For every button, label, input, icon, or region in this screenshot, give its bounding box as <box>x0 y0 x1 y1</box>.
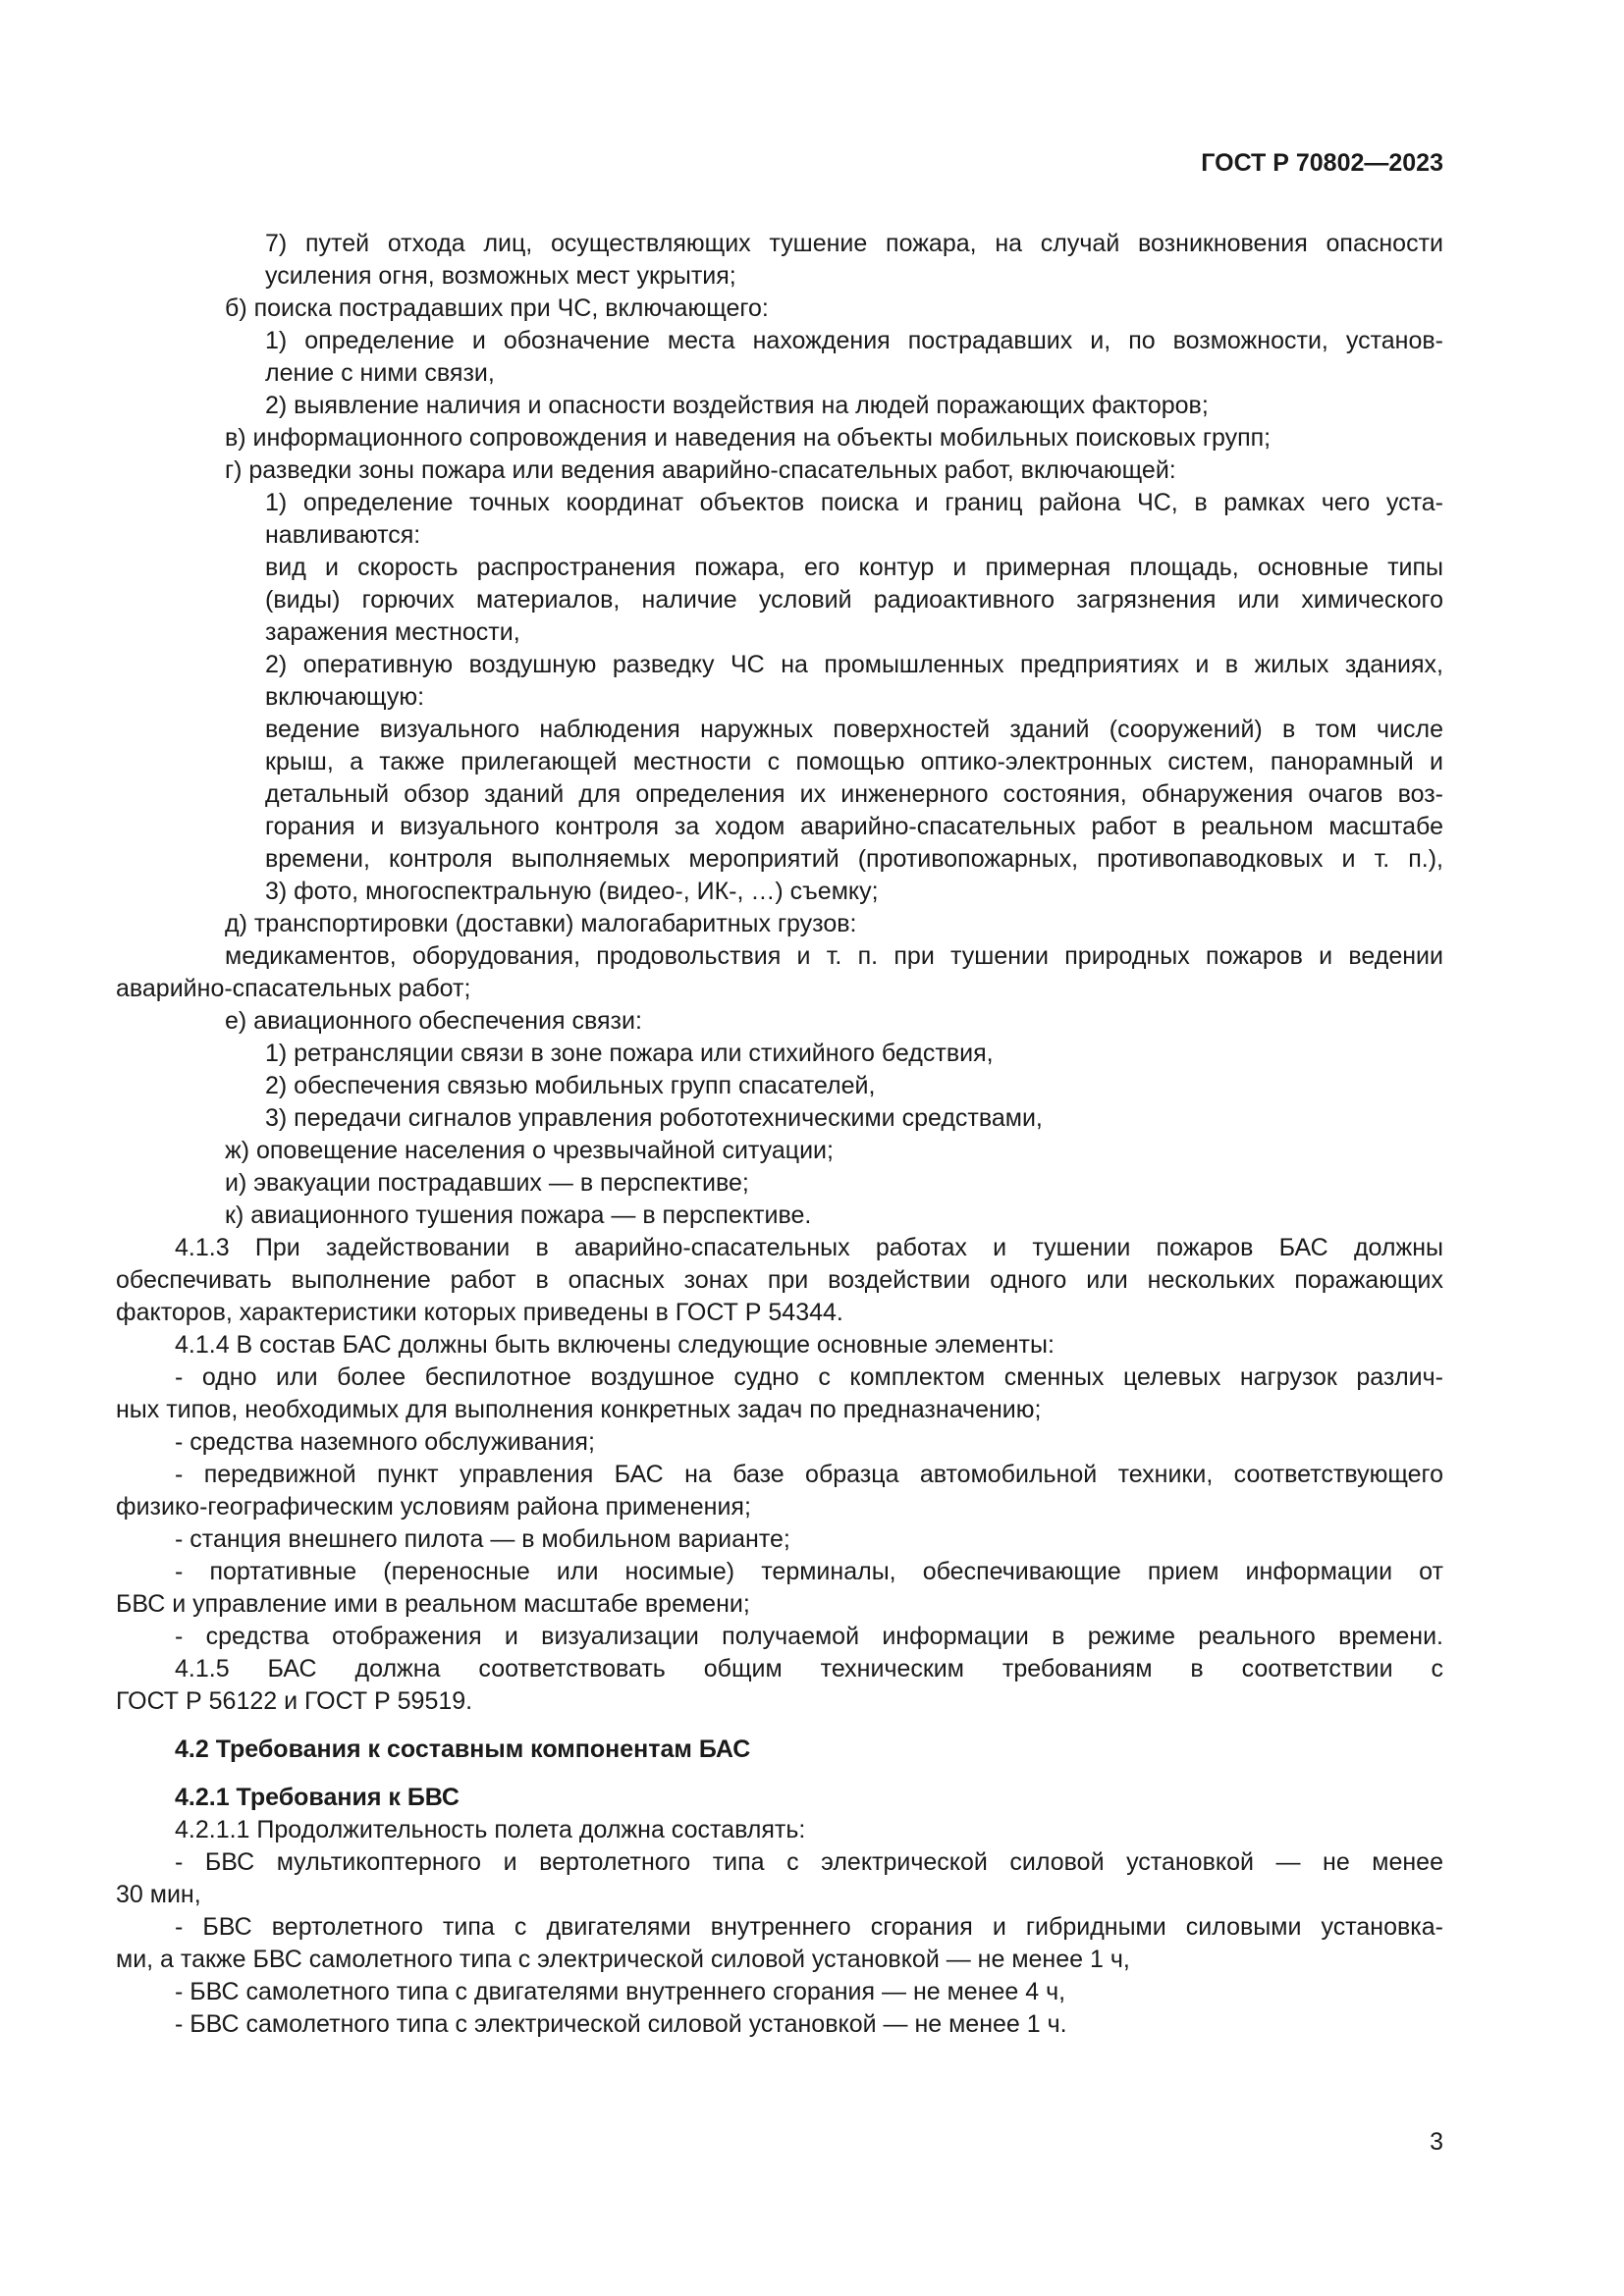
text-line: 1) определение и обозначение места нахождения пострадавших и, по возможности, установ- <box>265 327 1443 354</box>
text-line: физико-географическим условиям района применения; <box>116 1493 751 1521</box>
list-item: е) авиационного обеспечения связи: <box>225 1007 642 1035</box>
text-line: БВС и управление ими в реальном масштабе времени; <box>116 1590 750 1618</box>
bullet-item: - БВС вертолетного типа с двигателями внутреннего сгорания и гибридными силовыми установка- <box>175 1913 1443 1941</box>
clause-line: 4.2.1.1 Продолжительность полета должна составлять: <box>175 1816 806 1843</box>
clause-line: 4.1.3 При задействовании в аварийно-спасательных работах и тушении пожаров БАС должны <box>175 1234 1443 1261</box>
text-line: факторов, характеристики которых приведены в ГОСТ Р 54344. <box>116 1299 843 1326</box>
text-line: 30 мин, <box>116 1881 201 1908</box>
page-number: 3 <box>1430 2128 1443 2156</box>
bullet-item: - одно или более беспилотное воздушное судно с комплектом сменных целевых нагрузок различ- <box>175 1363 1443 1391</box>
text-line: ГОСТ Р 56122 и ГОСТ Р 59519. <box>116 1687 473 1715</box>
bullet-item: - БВС самолетного типа с электрической силовой установкой — не менее 1 ч. <box>175 2010 1067 2038</box>
list-item: и) эвакуации пострадавших — в перспективе; <box>225 1169 749 1197</box>
text-line: аварийно-спасательных работ; <box>116 975 471 1002</box>
bullet-item: - станция внешнего пилота — в мобильном варианте; <box>175 1525 790 1553</box>
text-line: 2) оперативную воздушную разведку ЧС на промышленных предприятиях и в жилых зданиях, <box>265 651 1443 678</box>
bullet-item: - БВС самолетного типа с двигателями внутреннего сгорания — не менее 4 ч, <box>175 1978 1066 2005</box>
bullet-item: - средства отображения и визуализации получаемой информации в режиме реального времени. <box>175 1623 1443 1650</box>
list-item: к) авиационного тушения пожара — в перспективе. <box>225 1201 812 1229</box>
text-line: навливаются: <box>265 521 421 549</box>
text-line: 3) фото, многоспектральную (видео-, ИК-, …) съемку; <box>265 878 879 905</box>
text-line: включающую: <box>265 683 425 711</box>
text-line: ление с ними связи, <box>265 359 495 387</box>
text-line: медикаментов, оборудования, продовольствия и т. п. при тушении природных пожаров и ведении <box>225 942 1443 970</box>
text-line: 1) ретрансляции связи в зоне пожара или стихийного бедствия, <box>265 1040 994 1067</box>
section-heading: 4.2 Требования к составным компонентам БАС <box>175 1735 751 1763</box>
list-item: г) разведки зоны пожара или ведения аварийно-спасательных работ, включающей: <box>225 456 1176 484</box>
text-line: обеспечивать выполнение работ в опасных зонах при воздействии одного или нескольких поражающих <box>116 1266 1443 1294</box>
text-line: детальный обзор зданий для определения их инженерного состояния, обнаружения очагов воз- <box>265 780 1443 808</box>
text-line: усиления огня, возможных мест укрытия; <box>265 262 736 290</box>
document-header: ГОСТ Р 70802—2023 <box>1201 149 1443 177</box>
bullet-item: - передвижной пункт управления БАС на базе образца автомобильной техники, соответствующего <box>175 1461 1443 1488</box>
text-line: вид и скорость распространения пожара, его контур и примерная площадь, основные типы <box>265 554 1443 581</box>
list-item: в) информационного сопровождения и наведения на объекты мобильных поисковых групп; <box>225 424 1272 452</box>
text-line: 7) путей отхода лиц, осуществляющих тушение пожара, на случай возникновения опасности <box>265 230 1443 257</box>
text-line: ных типов, необходимых для выполнения конкретных задач по предназначению; <box>116 1396 1042 1423</box>
bullet-item: - портативные (переносные или носимые) терминалы, обеспечивающие прием информации от <box>175 1558 1443 1585</box>
text-line: заражения местности, <box>265 618 520 646</box>
text-line: ведение визуального наблюдения наружных поверхностей зданий (сооружений) в том числе <box>265 716 1443 743</box>
text-line: времени, контроля выполняемых мероприятий (противопожарных, противопаводковых и т. п.), <box>265 845 1443 873</box>
text-line: 1) определение точных координат объектов поиска и границ района ЧС, в рамках чего уста- <box>265 489 1443 516</box>
list-item: д) транспортировки (доставки) малогабаритных грузов: <box>225 910 857 937</box>
subsection-heading: 4.2.1 Требования к БВС <box>175 1784 460 1811</box>
text-line: ми, а также БВС самолетного типа с электрической силовой установкой — не менее 1 ч, <box>116 1946 1130 1973</box>
text-line: 3) передачи сигналов управления робототехническими средствами, <box>265 1104 1043 1132</box>
list-item: ж) оповещение населения о чрезвычайной ситуации; <box>225 1137 834 1164</box>
document-body <box>116 228 1443 2041</box>
text-line: 2) выявление наличия и опасности воздействия на людей поражающих факторов; <box>265 392 1209 419</box>
text-line: 2) обеспечения связью мобильных групп спасателей, <box>265 1072 876 1099</box>
bullet-item: - БВС мультикоптерного и вертолетного типа с электрической силовой установкой — не менее <box>175 1848 1443 1876</box>
clause-line: 4.1.5 БАС должна соответствовать общим техническим требованиям в соответствии с <box>175 1655 1443 1682</box>
list-item: б) поиска пострадавших при ЧС, включающего: <box>225 294 769 322</box>
text-line: горания и визуального контроля за ходом аварийно-спасательных работ в реальном масштабе <box>265 813 1443 840</box>
clause-line: 4.1.4 В состав БАС должны быть включены следующие основные элементы: <box>175 1331 1055 1359</box>
text-line: крыш, а также прилегающей местности с помощью оптико-электронных систем, панорамный и <box>265 748 1443 775</box>
bullet-item: - средства наземного обслуживания; <box>175 1428 595 1456</box>
text-line: (виды) горючих материалов, наличие условий радиоактивного загрязнения или химического <box>265 586 1443 614</box>
